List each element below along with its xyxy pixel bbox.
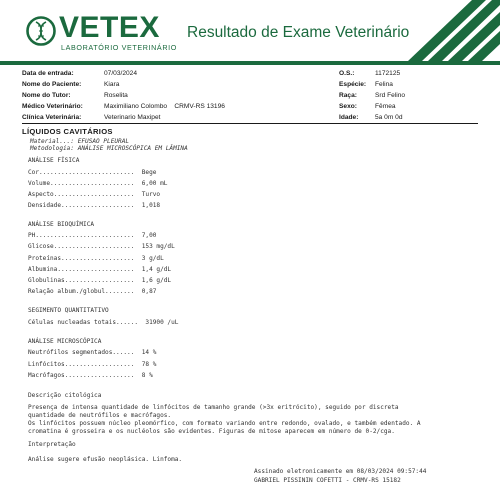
physical-row: Aspecto...................... Turvo — [28, 191, 161, 198]
cytology-heading: Descrição citológica — [28, 392, 102, 399]
signature-name: GABRIEL PISSININ COFETTI - CRMV-RS 15182 — [254, 477, 401, 484]
page-title: Resultado de Exame Veterinário — [187, 24, 410, 41]
method-line: Metodologia: ANÁLISE MICROSCÓPICA EM LÂMINA — [30, 145, 188, 152]
quantitative-heading: SEGIMENTO QUANTITATIVO — [28, 307, 109, 314]
physical-row: Densidade.................... 1,018 — [28, 202, 161, 209]
microscopic-row: Macrófagos................... 8 % — [28, 372, 153, 379]
biochem-row: Proteínas.................... 3 g/dL — [28, 255, 164, 262]
vetex-logo — [26, 11, 177, 52]
quantitative-row: Células nucleadas totais...... 31900 /uL — [28, 319, 179, 326]
material-line: Material...: EFUSAO PLEURAL — [30, 138, 130, 145]
signature-timestamp: Assinado eletronicamente em 08/03/2024 09:57:44 — [254, 468, 427, 475]
header-rule — [0, 61, 500, 65]
microscopic-row: Linfócitos................... 78 % — [28, 361, 157, 368]
biochem-row: Glicose...................... 153 mg/dL — [28, 243, 175, 250]
biochem-row: Relação album./globul........ 0,87 — [28, 288, 157, 295]
cytology-line: cromatina é grosseira e os nucléolos são evidentes. Figuras de mitose aparecem em número de 0-2/cga. — [28, 428, 395, 435]
dna-logo-icon — [26, 16, 56, 46]
biochem-row: Albumina..................... 1,4 g/dL — [28, 266, 172, 273]
biochem-row: Globulinas................... 1,6 g/dL — [28, 277, 172, 284]
microscopic-row: Neutrófilos segmentados...... 14 % — [28, 349, 157, 356]
decorative-stripes — [388, 0, 500, 61]
microscopic-heading: ANÁLISE MICROSCÓPICA — [28, 338, 102, 345]
physical-row: Cor.......................... Bege — [28, 169, 157, 176]
physical-row: Volume....................... 6,00 mL — [28, 180, 168, 187]
cytology-line: Presença de intensa quantidade de linfócitos de tamanho grande (>3x eritrócito), seguido por discreta — [28, 404, 399, 411]
interpretation-text: Análise sugere efusão neoplásica. Linfoma. — [28, 456, 183, 463]
physical-heading: ANÁLISE FÍSICA — [28, 157, 80, 164]
cytology-line: Os linfócitos possuem núcleo pleomórfico, com formato variando entre redondo, ovalado, e também edentado. A — [28, 420, 421, 427]
cytology-line: quantidade de neutrófilos e macrófagos. — [28, 412, 172, 419]
info-divider — [22, 123, 478, 124]
biochem-heading: ANÁLISE BIOQUÍMICA — [28, 221, 95, 228]
report-header — [0, 0, 500, 62]
report-title: LÍQUIDOS CAVITÁRIOS — [22, 127, 113, 136]
brand-subtitle: LABORATÓRIO VETERINÁRIO — [61, 43, 177, 52]
interpretation-heading: Interpretação — [28, 441, 76, 448]
brand-name: VETEX — [59, 11, 160, 44]
biochem-row: PH........................... 7,00 — [28, 232, 157, 239]
